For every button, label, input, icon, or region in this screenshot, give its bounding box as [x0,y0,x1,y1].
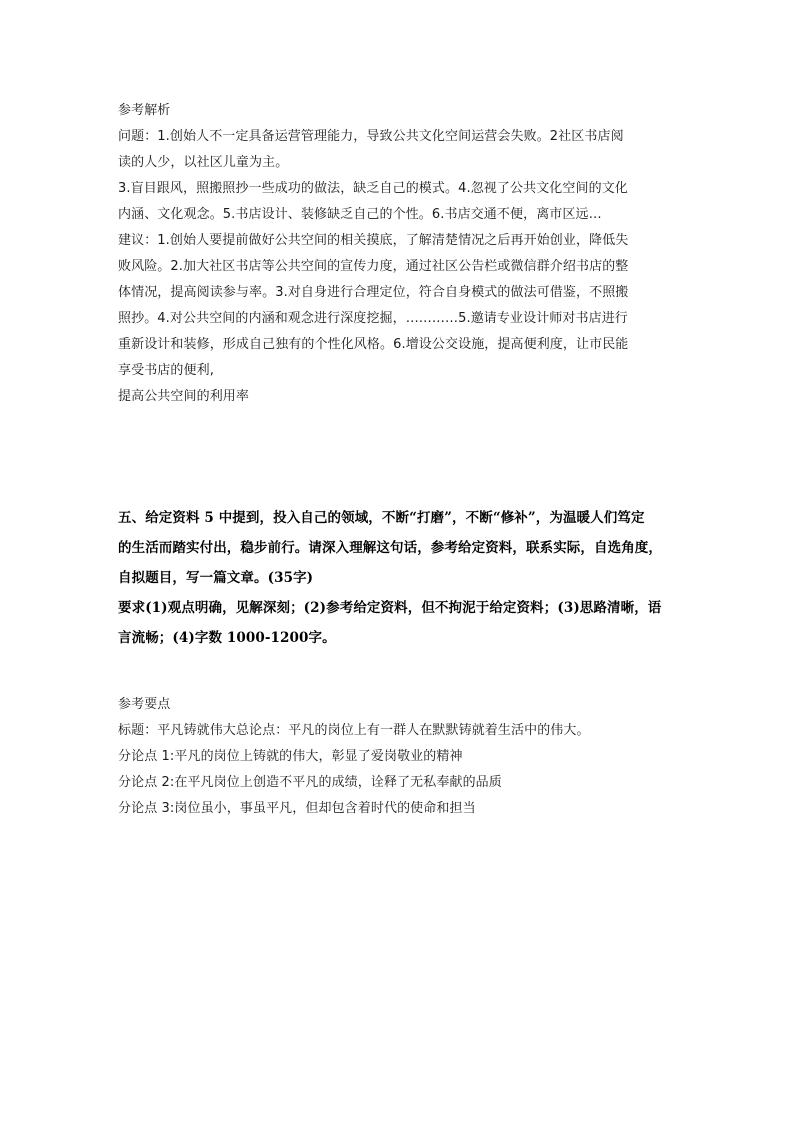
reference-analysis-section [118,98,678,410]
reference-points-section [118,692,678,822]
text-line: 重新设计和装修，形成自己独有的个性化风格。6.增设公交设施，提高便利度，让市民能 [118,337,629,352]
text-line: 问题：1.创始人不一定具备运营管理能力，导致公共文化空间运营会失败。2社区书店阅 [118,129,624,144]
text-line: 提高公共空间的利用率 [118,389,250,404]
question-line: 五、给定资料 5 中提到，投入自己的领域，不断“打磨”，不断“修补”，为温暖人们笃定 [118,510,645,526]
text-line: 建议：1.创始人要提前做好公共空间的相关摸底，了解清楚情况之后再开始创业，降低失 [118,233,629,248]
text-line: 照抄。4.对公共空间的内涵和观念进行深度挖掘，…………5.邀请专业设计师对书店进行 [118,311,628,326]
question-line: 的生活而踏实付出，稳步前行。请深入理解这句话，参考给定资料，联系实际，自选角度， [118,540,662,556]
text-line: 败风险。2.加大社区书店等公共空间的宣传力度，通过社区公告栏或微信群介绍书店的整 [118,259,629,274]
section-heading: 参考解析 [118,103,171,118]
title-line: 标题：平凡铸就伟大总论点：平凡的岗位上有一群人在默默铸就着生活中的伟大。 [118,723,590,738]
text-line: 内涵、文化观念。5.书店设计、装修缺乏自己的个性。6.书店交通不便，离市区远… [118,207,602,222]
sub-point-line: 分论点 1:平凡的岗位上铸就的伟大，彰显了爱岗敬业的精神 [118,749,463,764]
requirement-line: 言流畅；(4)字数 1000-1200字。 [118,630,336,646]
requirement-line: 要求(1)观点明确，见解深刻；(2)参考给定资料，但不拘泥于给定资料；(3)思路清晰，语 [118,600,662,616]
text-line: 3.盲目跟风，照搬照抄一些成功的做法，缺乏自己的模式。4.忽视了公共文化空间的文化 [118,181,628,196]
text-line: 体情况，提高阅读参与率。3.对自身进行合理定位，符合自身模式的做法可借鉴，不照搬 [118,285,629,300]
section-heading: 参考要点 [118,697,171,712]
sub-point-line: 分论点 2:在平凡岗位上创造不平凡的成绩，诠释了无私奉献的品质 [118,775,502,790]
text-line: 读的人少，以社区儿童为主。 [118,155,289,170]
question-five-section [118,503,678,653]
sub-point-line: 分论点 3:岗位虽小，事虽平凡，但却包含着时代的使命和担当 [118,801,476,816]
question-line: 自拟题目，写一篇文章。(35字) [118,570,314,586]
text-line: 享受书店的便利, [118,363,214,378]
